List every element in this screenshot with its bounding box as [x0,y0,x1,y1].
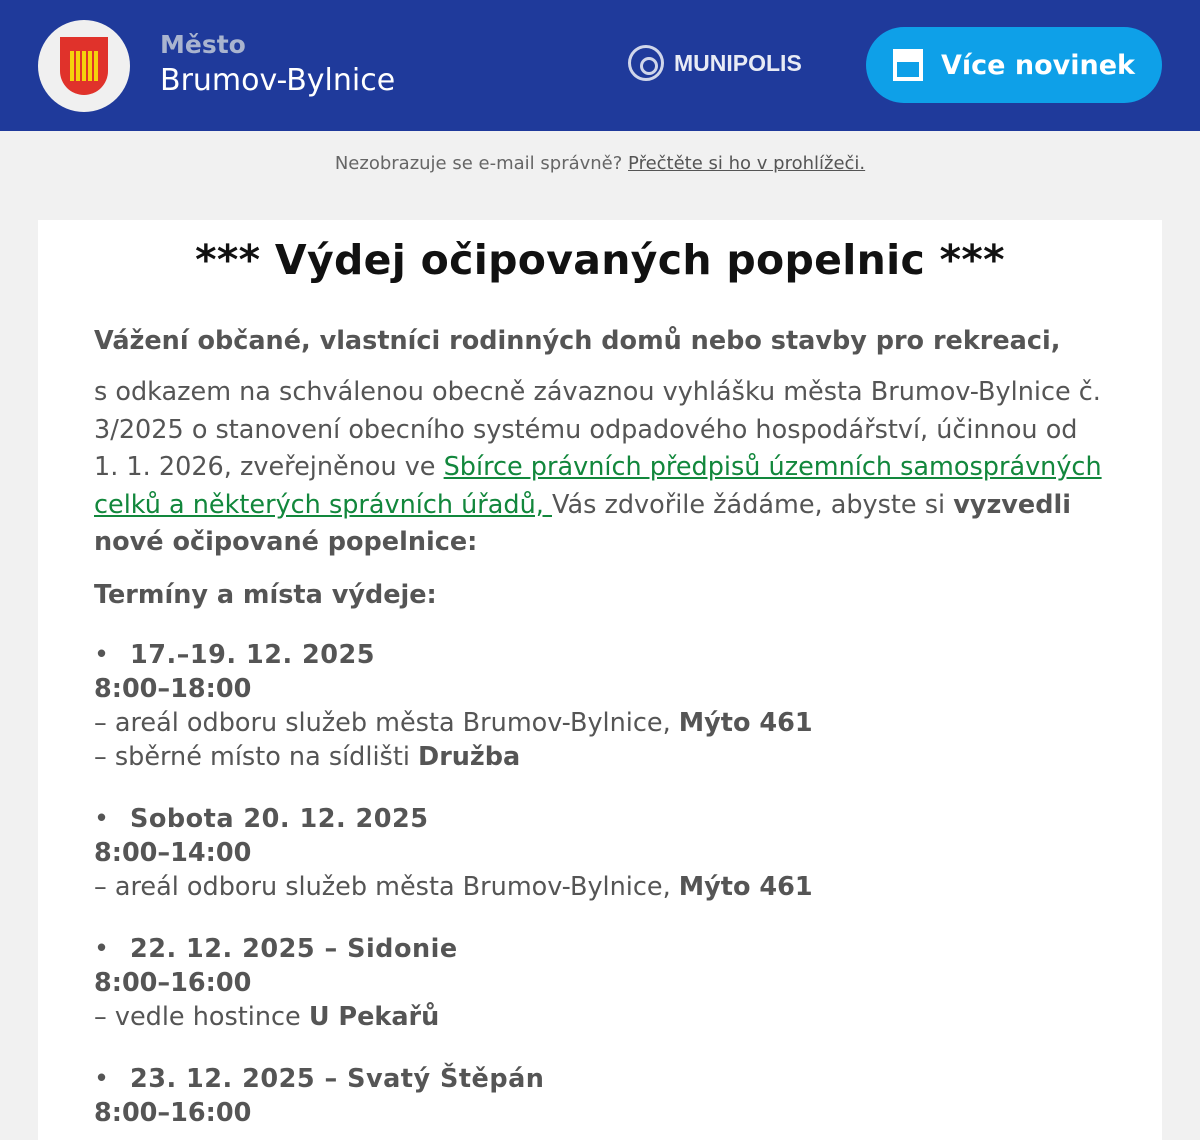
place-text: – areál odboru služeb města Brumov-Bylnice, [94,871,679,902]
city-name: Brumov-Bylnice [160,63,396,98]
schedule-list [94,638,1106,1130]
preheader [0,131,1200,220]
greeting: Vážení občané, vlastníci rodinných domů nebo stavby pro rekreaci, [94,326,1061,356]
place-name: Mýto 461 [678,871,813,902]
city-title [160,30,395,98]
schedule-date: • 23. 12. 2025 – Svatý Štěpán [94,1062,1106,1096]
view-in-browser-link[interactable]: Přečtěte si ho v prohlížeči. [628,153,866,174]
schedule-place [94,870,1106,904]
schedule-date: • 17.–19. 12. 2025 [94,638,1106,672]
place-name: Družba [418,741,521,772]
preheader-text: Nezobrazuje se e-mail správně? [334,153,629,174]
schedule-item [94,932,1106,1034]
schedule-time: 8:00–14:00 [94,837,252,868]
schedule-time: 8:00–18:00 [94,673,252,704]
newspaper-icon [893,49,923,81]
place-name: Mýto 461 [678,707,813,738]
schedule-place [94,706,1106,740]
terms-heading: Termíny a místa výdeje: [94,579,437,610]
collection-of-laws-link[interactable]: Sbírce právních předpisů územních samosprávných celků a některých správních úřadů, [94,452,1102,520]
schedule-time: 8:00–16:00 [94,1097,252,1128]
intro-text-after: Vás zdvořile žádáme, abyste si [551,489,954,520]
place-text: – areál odboru služeb města Brumov-Bylnice, [94,707,679,738]
schedule-place [94,1000,1106,1034]
intro-paragraph [94,374,1106,562]
city-prefix: Město [160,30,246,59]
city-logo[interactable] [38,20,130,112]
schedule-place [94,740,1106,774]
intro-text: s odkazem na schválenou obecně závaznou vyhlášku města Brumov-Bylnice č. 3/2025 o stanovení obecního systému odpadového hospodářství, účinnou od 1. 1. 2026, zveřejněnou ve [94,377,1101,482]
brand-name: MUNIPOLIS [674,49,802,76]
schedule-item [94,638,1106,774]
header [0,0,1200,131]
schedule-item [94,802,1106,904]
place-name: U Pekařů [308,1001,440,1032]
munipolis-logo[interactable] [628,45,802,81]
more-news-label: Více novinek [941,49,1135,81]
coat-of-arms-icon [60,37,108,95]
article-title: *** Výdej očipovaných popelnic *** [195,236,1005,284]
place-text: – vedle hostince [94,1001,309,1032]
more-news-button[interactable] [866,27,1162,103]
schedule-time: 8:00–16:00 [94,967,252,998]
broadcast-icon [628,45,664,81]
place-text: – sběrné místo na sídlišti [94,741,419,772]
article-card [38,220,1162,1140]
intro-bold: vyzvedli nové očipované popelnice: [94,489,1071,557]
schedule-date: • Sobota 20. 12. 2025 [94,802,1106,836]
schedule-item [94,1062,1106,1130]
schedule-date: • 22. 12. 2025 – Sidonie [94,932,1106,966]
